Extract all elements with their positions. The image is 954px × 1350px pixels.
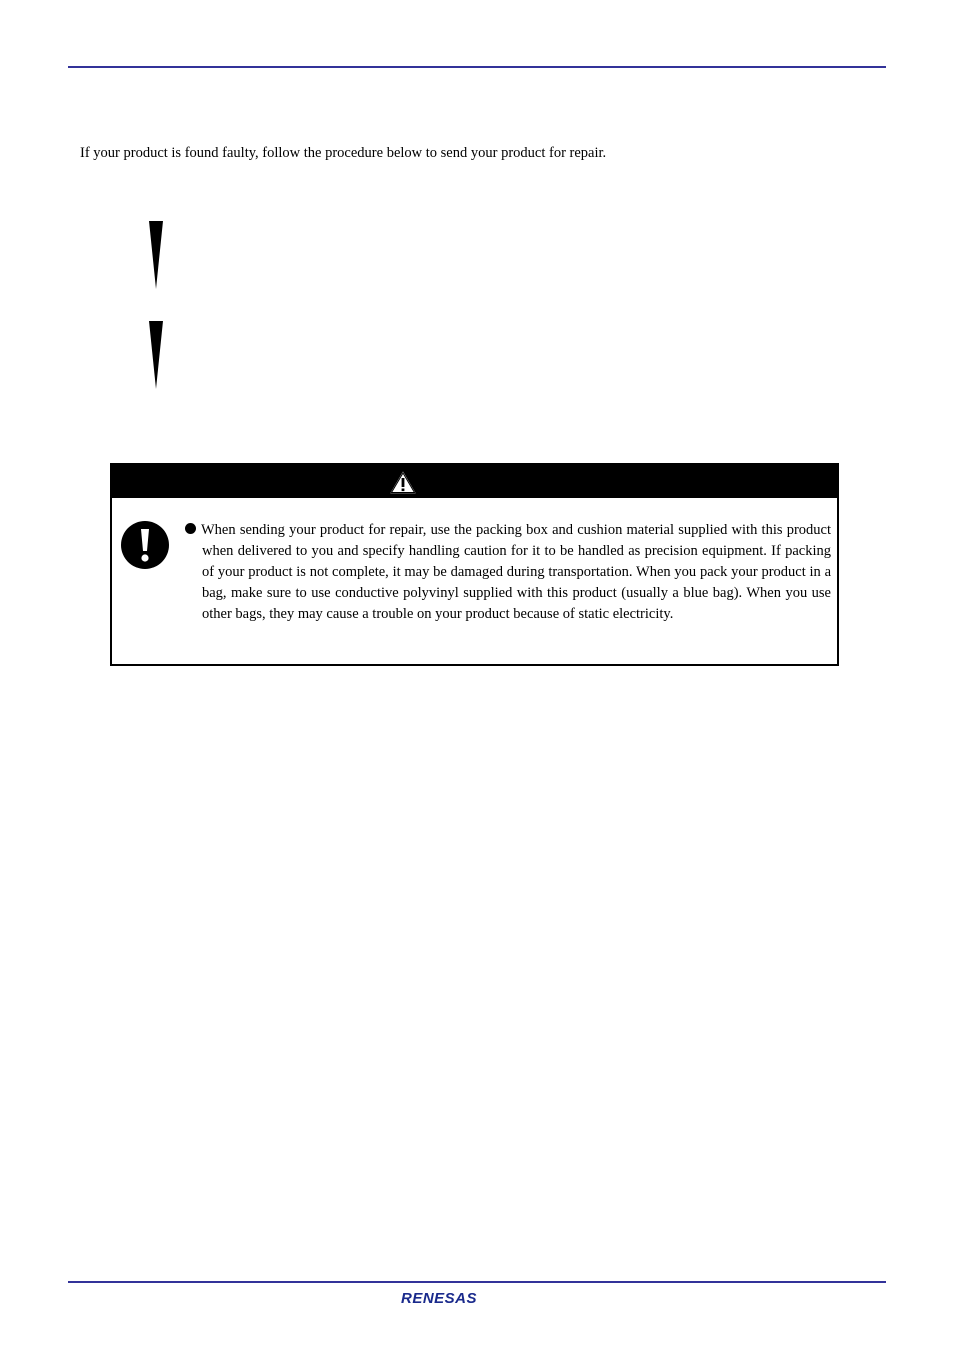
step-arrow-1-icon [147, 221, 165, 289]
mandatory-exclamation-icon [120, 520, 170, 570]
caution-header [112, 465, 837, 498]
step-arrow-2-icon [147, 321, 165, 389]
header-rule [68, 66, 886, 68]
caution-body [112, 498, 837, 664]
logo-text: RENESAS [401, 1290, 478, 1307]
caution-text-content: When sending your product for repair, use the packing box and cushion material supplied with this product when delivered to you and specify handling caution for it to be handled as precision equipment. If packing of your product is not complete, it may be damaged during transportation. When you pack your product in a bag, make sure to use conductive polyvinyl supplied with this product (usually a blue bag). When you use other bags, they may cause a trouble on your product because of static electricity. [201, 522, 831, 622]
footer-rule [68, 1281, 886, 1283]
caution-text [184, 520, 831, 625]
warning-triangle-icon [387, 468, 419, 496]
intro-paragraph: If your product is found faulty, follow the procedure below to send your product for repair. [80, 145, 607, 161]
caution-box [110, 463, 839, 666]
bullet-icon [185, 523, 196, 534]
renesas-logo [399, 1287, 511, 1307]
